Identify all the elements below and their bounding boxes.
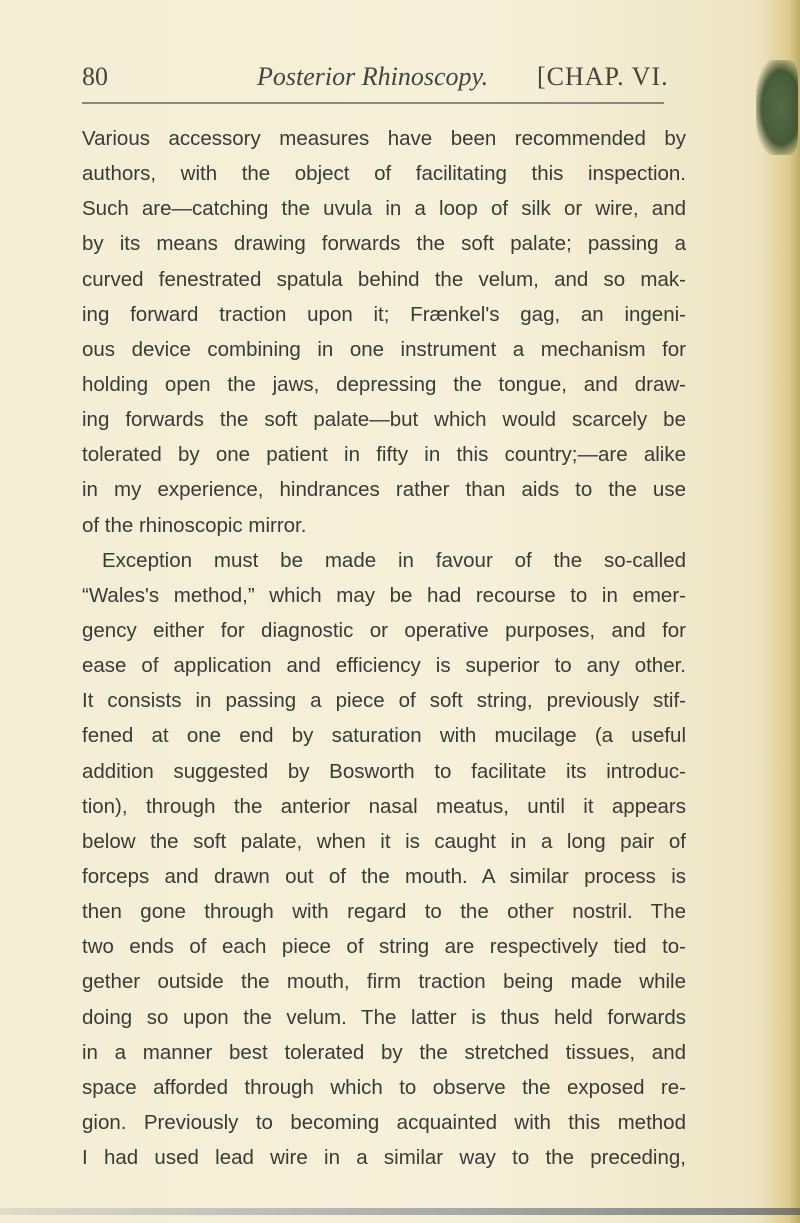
text-line: below the soft palate, when it is caught in a long pair of	[82, 829, 686, 853]
text-line: curved fenestrated spatula behind the velum, and so mak-	[82, 267, 686, 291]
text-line: in my experience, hindrances rather than aids to the use	[82, 478, 686, 502]
running-title: Posterior Rhinoscopy.	[257, 62, 489, 91]
text-line: doing so upon the velum. The latter is thus held forwards	[82, 1005, 686, 1029]
thumb-index-tab	[756, 60, 798, 155]
text-line: I had used lead wire in a similar way to the preceding,	[82, 1146, 686, 1170]
text-line: fened at one end by saturation with mucilage (a useful	[82, 724, 686, 748]
text-line: by its means drawing forwards the soft palate; passing a	[82, 232, 686, 256]
text-line: forceps and drawn out of the mouth. A similar process is	[82, 864, 686, 888]
text-line: Various accessory measures have been recommended by	[82, 127, 686, 150]
page-bottom-edge	[0, 1208, 800, 1215]
header-rule	[82, 102, 664, 104]
text-line: authors, with the object of facilitating this inspection.	[82, 162, 686, 186]
text-line: gion. Previously to becoming acquainted with this method	[82, 1110, 686, 1134]
text-line: ing forward traction upon it; Frænkel's gag, an ingeni-	[82, 302, 686, 326]
text-line: gency either for diagnostic or operative purposes, and for	[82, 618, 686, 642]
text-line: It consists in passing a piece of soft string, previously stif-	[82, 689, 686, 713]
text-line: gether outside the mouth, firm traction being made while	[82, 970, 686, 994]
text-line: two ends of each piece of string are respectively tied to-	[82, 935, 686, 959]
text-line: Exception must be made in favour of the so-called	[102, 548, 686, 572]
text-line: addition suggested by Bosworth to facilitate its introduc-	[82, 759, 686, 783]
text-line: “Wales's method,” which may be had recourse to in emer-	[82, 583, 686, 607]
text-line: in a manner best tolerated by the stretched tissues, and	[82, 1040, 686, 1064]
text-line: ease of application and efficiency is superior to any other.	[82, 654, 686, 678]
text-line: holding open the jaws, depressing the tongue, and draw-	[82, 372, 686, 396]
text-line: space afforded through which to observe the exposed re-	[82, 1075, 686, 1099]
body-text	[82, 121, 686, 1175]
page-number: 80	[82, 62, 108, 91]
page-edge-shadow	[760, 0, 800, 1223]
text-line: tion), through the anterior nasal meatus, until it appears	[82, 794, 686, 818]
text-line: ing forwards the soft palate—but which would scarcely be	[82, 408, 686, 432]
text-line: ous device combining in one instrument a mechanism for	[82, 337, 686, 361]
text-line: tolerated by one patient in fifty in this country;—are alike	[82, 443, 686, 467]
text-line: then gone through with regard to the other nostril. The	[82, 900, 686, 924]
page-header	[82, 62, 682, 102]
text-line: of the rhinoscopic mirror.	[82, 513, 307, 537]
text-line: Such are—catching the uvula in a loop of silk or wire, and	[82, 197, 686, 221]
chapter-reference: [CHAP. VI.	[537, 62, 669, 91]
